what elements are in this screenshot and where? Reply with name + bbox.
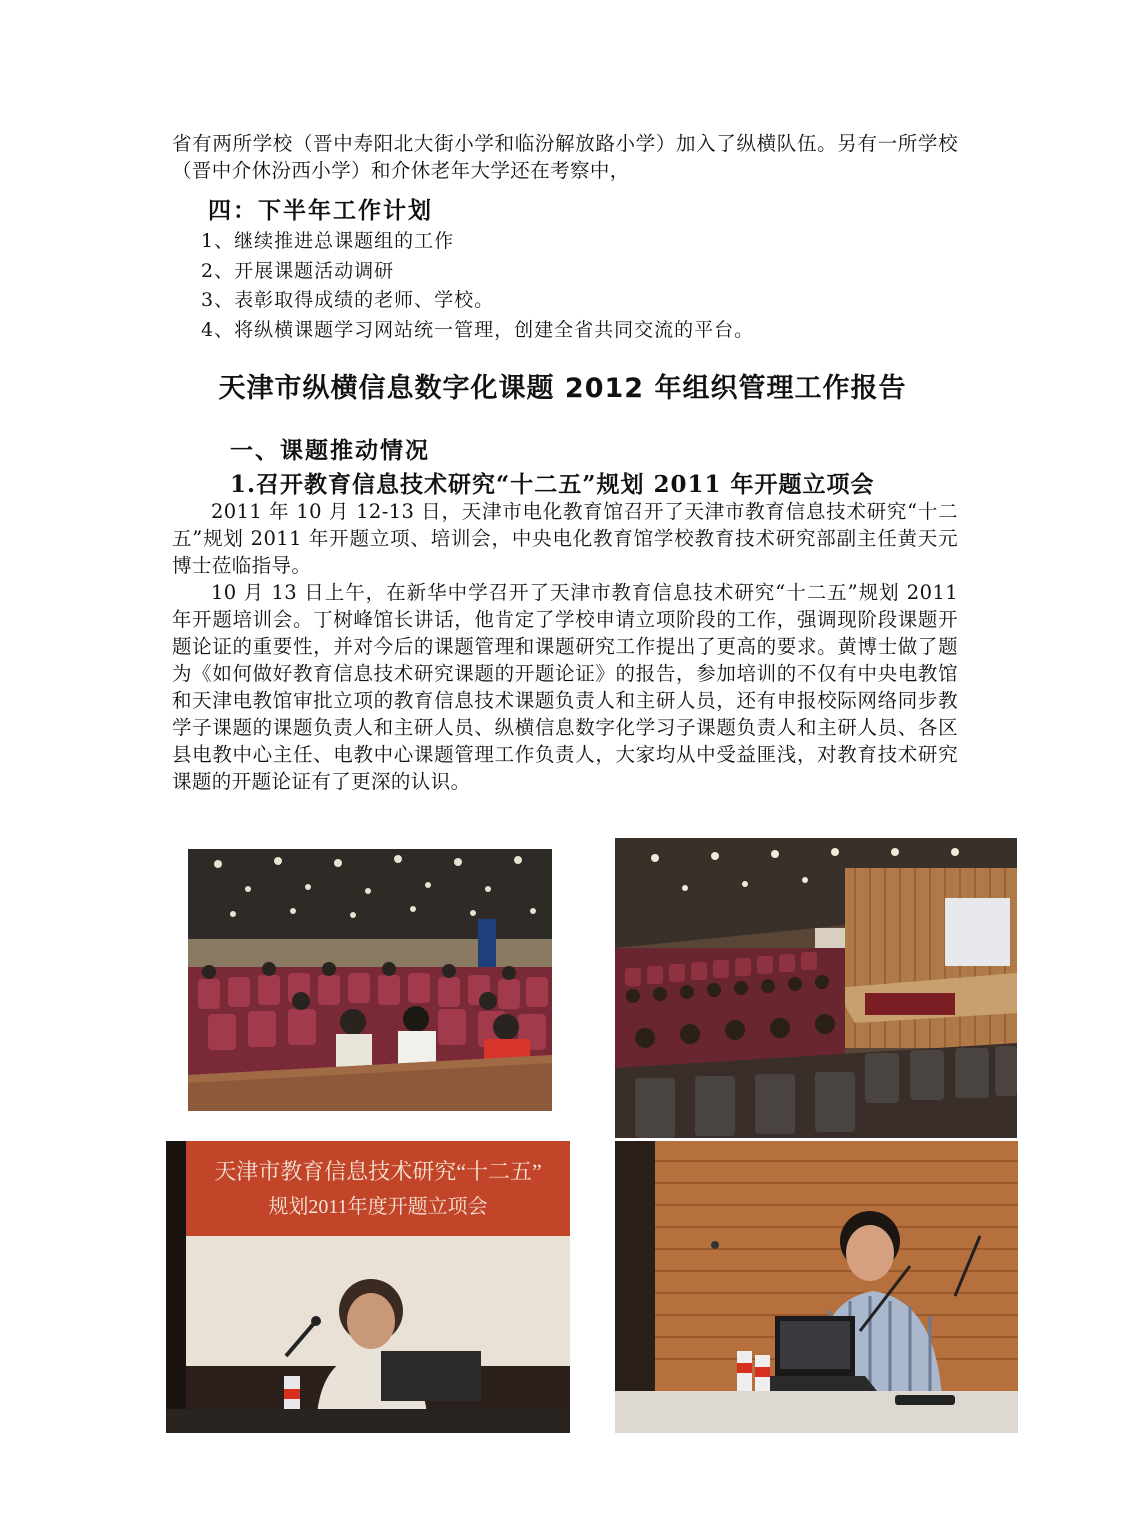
list-item: 4、将纵横课题学习网站统一管理，创建全省共同交流的平台。 (201, 318, 755, 341)
section-heading: 一、课题推动情况 (230, 437, 430, 464)
banner-line-1: 天津市教育信息技术研究“十二五” (214, 1159, 542, 1184)
photo-audience-closeup (188, 849, 552, 1111)
plan-heading: 四：下半年工作计划 (208, 197, 433, 224)
list-item: 2、开展课题活动调研 (201, 259, 395, 282)
banner-line-2: 规划2011年度开题立项会 (268, 1196, 488, 1218)
report-title: 天津市纵横信息数字化课题 2012 年组织管理工作报告 (218, 373, 907, 404)
report-paragraph-2: 10 月 13 日上午，在新华中学召开了天津市教育信息技术研究“十二五”规划 2011 年开题培训会。丁树峰馆长讲话，他肯定了学校申请立项阶段的工作，强调现阶段课题开题论证的重要性，并对今后的课题管理和课题研究工作提出了更高的要求。黄博士做了题为《如何做好教育信息技术研究课题的开题论证》的报告，参加培训的不仅有中央电教馆和天津电教馆审批立项的教育信息技术课题负责人和主研人员，还有申报校际网络同步教学子课题的课题负责人和主研人员、纵横信息数字化学习子课题负责人和主研人员、各区县电教中心主任、电教中心课题管理工作负责人，大家均从中受益匪浅，对教育技术研究课题的开题论证有了更深的认识。 (172, 581, 958, 793)
list-item: 1、继续推进总课题组的工作 (201, 230, 455, 252)
continuation-paragraph: 省有两所学校（晋中寿阳北大街小学和临汾解放路小学）加入了纵横队伍。另有一所学校（晋中介休汾西小学）和介休老年大学还在考察中， (172, 132, 958, 182)
list-item: 3、表彰取得成绩的老师、学校。 (201, 289, 495, 311)
photo-speaker-laptop (615, 1141, 1018, 1433)
photo-speaker-banner (166, 1141, 570, 1433)
report-paragraph-1: 2011 年 10 月 12-13 日，天津市电化教育馆召开了天津市教育信息技术研究“十二五”规划 2011 年开题立项、培训会，中央电化教育馆学校教育技术研究部副主任黄天元博士莅临指导。 (172, 500, 958, 577)
plan-list (201, 227, 754, 345)
photo-auditorium-wide (615, 838, 1017, 1138)
subsection-heading: 1.召开教育信息技术研究“十二五”规划 2011 年开题立项会 (230, 471, 875, 498)
